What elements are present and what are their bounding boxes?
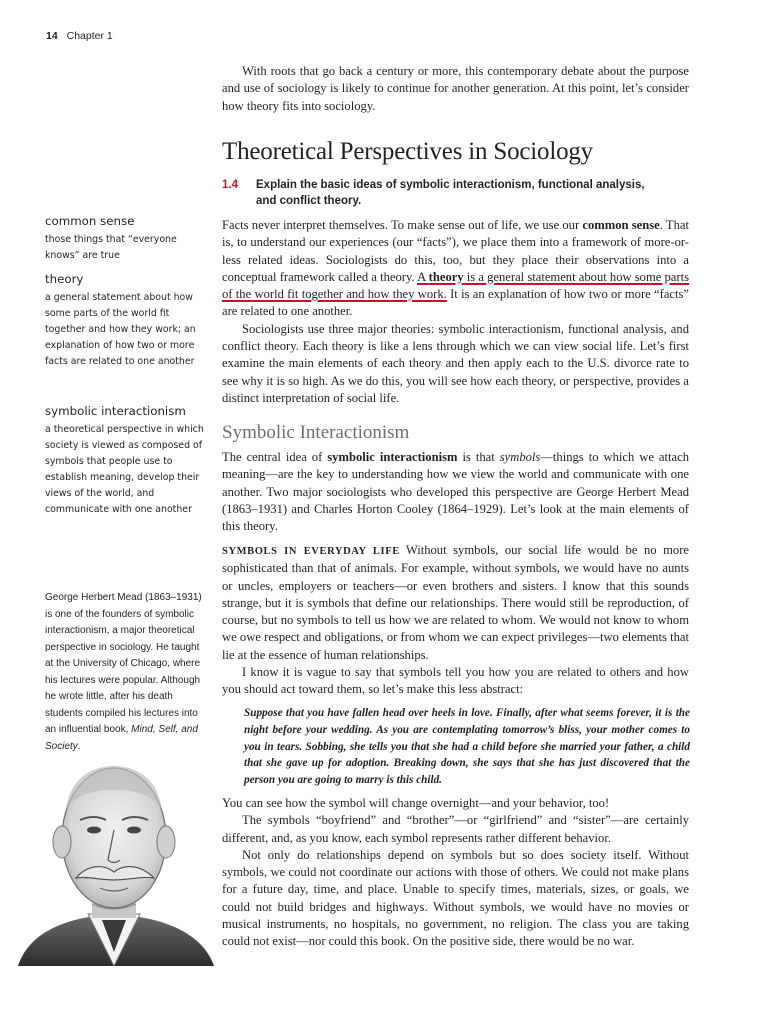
intro-text: With roots that go back a century or more, this contemporary debate about the purpose and use of sociology is likely to continue for another generation. At this point, let’s consider how theory fits into sociology. bbox=[222, 64, 689, 113]
page-header bbox=[46, 30, 113, 42]
theory-term: theory bbox=[428, 269, 464, 284]
intro-paragraph bbox=[222, 63, 689, 115]
example-quote: Suppose that you have fallen head over heels in love. Finally, after what seems forever, it is the night before your wedding. As you are contemplating tomorrow’s bliss, your mother comes to you in tears. Sobbing, she tells you that she had a child before she married your father, a child that she gave up for adoption. Breaking down, she says that she has just discovered that the person you are going to marry is this child. bbox=[244, 707, 690, 787]
common-sense-term: common sense bbox=[582, 218, 660, 232]
closing-paragraphs bbox=[222, 795, 689, 951]
theory-paragraphs bbox=[222, 217, 689, 407]
p3-text-a: The central idea of bbox=[222, 450, 328, 464]
glossary-definition: a general statement about how some parts of the world fit together and how they work; an explanation of how two or more facts are related to one another bbox=[45, 292, 196, 367]
paragraph-abstract: I know it is vague to say that symbols tell you how you are related to others and how you should act toward them, so let’s make this less abstract: bbox=[222, 665, 689, 697]
paragraph-facts bbox=[222, 217, 689, 321]
glossary-definition: those things that “everyone knows” are true bbox=[45, 234, 177, 261]
caption-text: George Herbert Mead (1863–1931) is one of the founders of symbolic interactionism, a major theoretical perspective in sociology. He taught at the University of Chicago, where his lectures were popular. Although he wrote little, after his death students compiled his lectures into an influential book, bbox=[45, 592, 202, 735]
runin-heading: SYMBOLS IN EVERYDAY LIFE bbox=[222, 546, 400, 557]
mead-portrait-illustration bbox=[8, 738, 220, 966]
subsection-heading: Symbolic Interactionism bbox=[222, 422, 410, 443]
symbolic-term: symbolic interactionism bbox=[327, 450, 458, 464]
paragraph-symbols-everyday bbox=[222, 542, 689, 664]
glossary-term: common sense bbox=[45, 214, 135, 228]
glossary-symbolic-interactionism bbox=[45, 404, 210, 518]
glossary-term: theory bbox=[45, 272, 84, 286]
paragraph-three-theories: Sociologists use three major theories: symbolic interactionism, functional analysis, and conflict theory. Each theory is like a lens through which we can view social life. Let’s first examine the main elements of each theory and then apply each to the U.S. divorce rate to see why it is so high. As we do this, you will see how each theory, or perspective, provides a distinct interpretation of social life. bbox=[222, 321, 689, 405]
caption-end: . bbox=[77, 740, 81, 752]
paragraph-central-idea bbox=[222, 449, 689, 535]
symbols-term: symbols bbox=[499, 450, 541, 464]
symbolic-intro-paragraph bbox=[222, 449, 689, 535]
p1-text-g: It is an explanation of how two or more “facts” are related to one another. bbox=[222, 287, 689, 319]
p3-text-c: is that bbox=[457, 450, 500, 464]
page-number: 14 bbox=[46, 30, 58, 42]
learning-objective bbox=[222, 177, 692, 209]
p1-text-c: . That is, to understand our experiences (our “facts”), we place them into a framework of more-or-less related ideas. Sociologists do this, too, but they place their observations into a conceptual framework called a theory. bbox=[222, 218, 689, 284]
p1-text-a: Facts never interpret themselves. To make sense out of life, we use our bbox=[222, 218, 583, 232]
paragraph-symbol-change: You can see how the symbol will change overnight—and your behavior, too! bbox=[222, 796, 610, 810]
glossary-common-sense bbox=[45, 214, 210, 264]
glossary-theory bbox=[45, 272, 210, 370]
p3-text-e: —things to which we attach meaning—are the key to understanding how we view the world and communicate with one another. Two major sociologists who developed this perspective are George Herbert Mead (1863–1931) and Charles Horton Cooley (1864–1929). Let’s look at the main elements of this theory. bbox=[222, 450, 689, 534]
p1-text-f: is a general statement about how some parts of the world fit together and how they work. bbox=[222, 269, 689, 302]
paragraph-society-symbols: Not only do relationships depend on symbols but so does society itself. Without symbols, we could not coordinate our actions with those of others. We could not make plans for a future day, time, and place. Unable to specify times, materials, sizes, or goals, we could not build bridges and highways. Without symbols, we would have no movies or musical instruments, no hospitals, no government, no religion. The class you are taking could not exist—nor could this book. On the positive side, there would be no war. bbox=[222, 847, 689, 949]
glossary-term: symbolic interactionism bbox=[45, 404, 186, 418]
paragraph-symbols-differ: The symbols “boyfriend” and “brother”—or “girlfriend” and “sister”—are certainly different, and, as you know, each symbol represents rather different behavior. bbox=[222, 813, 689, 845]
photo-caption bbox=[45, 590, 210, 755]
section-heading: Theoretical Perspectives in Sociology bbox=[222, 138, 593, 165]
p4-text: Without symbols, our social life would be no more sophisticated than that of animals. For example, without symbols, we would have no aunts or uncles, employers or teachers—or even brothers and sisters. I know that this sounds strange, but it is symbols that define our relationships. There would still be reproduction, of course, but no symbols to tell us how we are related to whom. We would not know to whom we owe respect and obligations, or from whom we can expect privileges—two elements that lie at the essence of human relationships. bbox=[222, 543, 690, 662]
objective-line1: Explain the basic ideas of symbolic interactionism, functional analysis, bbox=[256, 179, 645, 191]
glossary-definition: a theoretical perspective in which society is viewed as composed of symbols that people use to establish meaning, develop their views of the world, and communicate with one another bbox=[45, 424, 204, 515]
p1-text-d: A bbox=[417, 269, 429, 284]
symbols-everyday-section bbox=[222, 542, 689, 699]
objective-number: 1.4 bbox=[222, 179, 238, 191]
chapter-label: Chapter 1 bbox=[66, 30, 113, 42]
caption-book-title: Mind, Self, and Society bbox=[45, 724, 198, 752]
objective-line2: and conflict theory. bbox=[256, 195, 362, 207]
